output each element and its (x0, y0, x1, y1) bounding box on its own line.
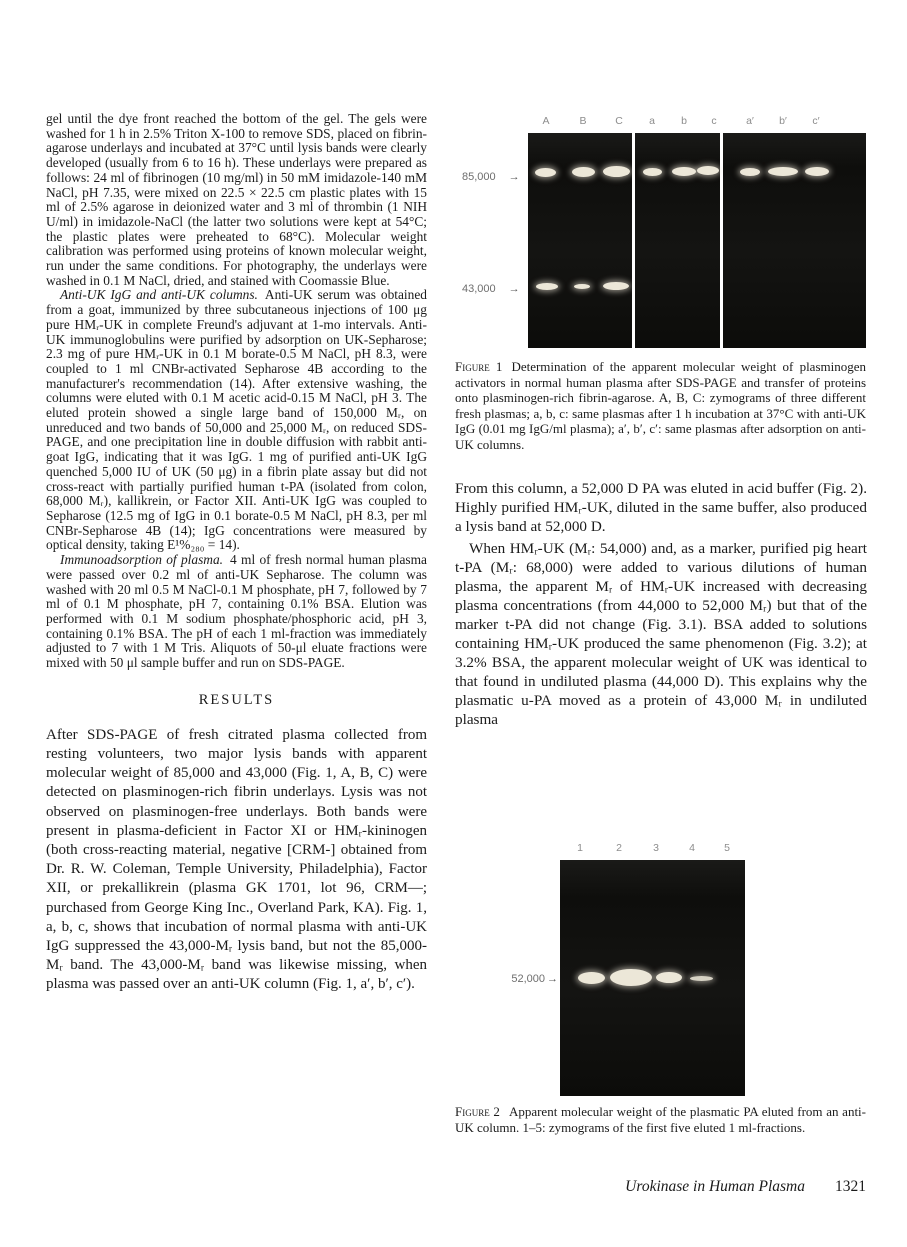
gel-band-c-prime-85000 (805, 167, 829, 176)
gel-band-b-85000 (672, 167, 696, 176)
fig1-marker-43000 (462, 283, 520, 295)
left-column (46, 112, 427, 995)
fig1-gel-panel-ABC (528, 133, 632, 348)
fig1-lane-label: A (542, 115, 550, 127)
fig1-gel-panel-abc (635, 133, 720, 348)
figure-1-caption-label: Figure 1 (455, 359, 503, 374)
right-paragraph-1: From this column, a 52,000 D PA was eluted in acid buffer (Fig. 2). Highly purified HMᵣ-UK, diluted in the same buffer, also produced a lysis band at 52,000 D. (455, 480, 867, 535)
fig2-lane-label: 3 (653, 842, 659, 854)
methods-paragraph-1: gel until the dye front reached the bottom of the gel. The gels were washed for 1 h in 2.5% Triton X-100 to remove SDS, placed on fibrin-agarose underlays and incubated at 37°C until lysis bands were clearly developed (usually from 6 to 16 h). These underlays were prepared as follows: 24 ml of fibrinogen (10 mg/ml) in 50 mM imidazole-140 mM NaCl, pH 7.35, were mixed on 22.5 × 22.5 cm plastic plates with 15 ml of 2.5% agarose in deionized water and 3 ml of thrombin (1 NIH U/ml) in imidazole-NaCl (the latter two solutions were kept at 54°C; the plastic plates were preheated to 68°C). Molecular weight calibration was performed using proteins of known molecular weight, run under the same conditions. For photography, the underlays were washed in 0.1 M NaCl, dried, and stained with Coomassie Blue. (46, 111, 427, 288)
fig2-gel-panel (560, 860, 745, 1096)
page-number: 1321 (835, 1178, 866, 1195)
gel-band-fraction-2 (610, 969, 652, 986)
gel-band-fraction-1 (578, 972, 605, 984)
fig1-marker-85000-label: 85,000 (462, 171, 496, 183)
figure-2-gel-image (505, 836, 750, 1098)
gel-band-C-43000 (603, 282, 629, 290)
figure-1-caption (455, 359, 866, 453)
fig2-lane-label: 1 (577, 842, 583, 854)
fig1-lane-label: a (649, 115, 655, 127)
fig1-lane-label: b (681, 115, 687, 127)
gel-band-B-43000 (574, 284, 590, 289)
fig1-marker-43000-label: 43,000 (462, 283, 496, 295)
gel-band-a-85000 (643, 168, 662, 176)
fig2-marker-52000-label: 52,000 (511, 973, 545, 985)
fig1-lane-label: c′ (812, 115, 820, 127)
figure-2-caption-text: Apparent molecular weight of the plasmatic PA eluted from an anti-UK column. 1–5: zymograms of the first five eluted 1 ml-fractions. (455, 1104, 866, 1135)
fig2-lane-label: 5 (724, 842, 730, 854)
gel-band-b-prime-85000 (768, 167, 798, 176)
running-title: Urokinase in Human Plasma (625, 1178, 805, 1195)
fig1-lane-label: B (579, 115, 587, 127)
right-paragraph-2: When HMᵣ-UK (Mᵣ: 54,000) and, as a marker, purified pig heart t-PA (Mᵣ: 68,000) were added to various dilutions of human plasma, the apparent Mᵣ of HMᵣ-UK increased with decreasing plasma concentrations (from 44,000 to 52,000 Mᵣ) but that of the marker t-PA did not change (Fig. 3.1). BSA added to solutions containing HMᵣ-UK produced the same phenomenon (Fig. 3.2); at 3.2% BSA, the apparent molecular weight of UK was identical to that found in undiluted plasma (44,000 D). This explains why the plasmatic u-PA moved as a protein of 43,000 Mᵣ in undiluted plasma (455, 540, 867, 728)
fig2-lane-label: 4 (689, 842, 695, 854)
arrow-right-icon: → (547, 973, 558, 985)
fig2-lane-label: 2 (616, 842, 622, 854)
methods-paragraph-3-text: 4 ml of fresh normal human plasma were passed over 0.2 ml of anti-UK Sepharose. The column was washed with 20 ml 0.5 M NaCl-0.1 M phosphate, pH 7, followed by 7 ml of 0.1 M phosphate, pH 7, containing 0.1% BSA. Elution was performed with 0.1 M sodium phosphate/phosphoric acid, pH 3, containing 0.1% BSA. The pH of each 1 ml-fraction was immediately adjusted to 7 with 1 M Tris. Aliquots of 50-μl eluate fractions were mixed with 50 μl sample buffer and run on SDS-PAGE. (46, 552, 427, 671)
gel-band-fraction-4 (690, 976, 713, 981)
fig2-marker-52000 (505, 973, 558, 985)
methods-paragraph-2-text: Anti-UK serum was obtained from a goat, immunized by three subcutaneous injections of 100 μg pure HMᵣ-UK in complete Freund's adjuvant at 1-mo intervals. Anti-UK immunoglobulins were purified by adsorption on UK-Sepharose; 2.3 mg of pure HMᵣ-UK in 0.1 M borate-0.5 M NaCl, pH 8.3, were coupled to 1 ml CNBr-activated Sepharose 4B according to the manufacturer's recommendation (14). After extensive washing, the columns were eluted with 0.1 M acetic acid-0.15 M NaCl, pH 3. The eluted protein showed a single large band of 150,000 Mᵣ, on unreduced and two bands of 50,000 and 25,000 Mᵣ, on reduced SDS-PAGE, and one precipitation line in double diffusion with rabbit anti-goat IgG, indicating that it was IgG. 1 mg of purified anti-UK IgG quenched 5,000 IU of UK (50 μg) in a fibrin plate assay but did not cross-react with partially purified human t-PA (isolated from colon, 68,000 Mᵣ), kallikrein, or Factor XII. Anti-UK IgG was coupled to Sepharose (12.5 mg of IgG in 0.1 borate-0.5 M NaCl, pH 8.3, per ml CNBr-Sepharose 4B (14); IgG concentrations were measured by optical density, taking E¹%₂₈₀ = 14). (46, 287, 427, 553)
gel-band-B-85000 (572, 167, 595, 177)
figure-1-caption-text: Determination of the apparent molecular weight of plasminogen activators in normal human plasma after SDS-PAGE and transfer of proteins onto plasminogen-rich fibrin-agarose. A, B, C: zymograms of three different fresh plasmas; a, b, c: same plasmas after 1 h incubation at 37°C with anti-UK IgG (0.01 mg IgG/ml plasma); a′, b′, c′: same plasmas after adsorption on anti-UK columns. (455, 359, 867, 452)
methods-paragraph-2 (46, 288, 427, 553)
page-footer (455, 1178, 866, 1196)
right-column-text (455, 479, 867, 729)
fig1-marker-85000 (462, 171, 520, 183)
gel-band-a-prime-85000 (740, 168, 760, 176)
fig1-lane-label: C (615, 115, 623, 127)
results-paragraph-1: After SDS-PAGE of fresh citrated plasma collected from resting volunteers, two major lysis bands with apparent molecular weight of 85,000 and 43,000 (Fig. 1, A, B, C) were detected on plasminogen-rich fibrin underlays. Lysis was not observed on plasminogen-free underlays. Both bands were present in plasma-deficient in Factor XI or HMᵣ-kininogen (both cross-reacting material, negative [CRM-] obtained from Dr. R. W. Coleman, Temple University, Philadelphia), Factor XII, or prekallikrein (plasma GK 1701, lot 96, CRM—; purchased from George King Inc., Overland Park, KA). Fig. 1, a, b, c, shows that incubation of normal plasma with anti-UK IgG suppressed the 43,000-Mᵣ lysis band, but not the 85,000-Mᵣ band. The 43,000-Mᵣ band was likewise missing, when plasma was passed over an anti-UK column (Fig. 1, a′, b′, c′). (46, 726, 427, 993)
figure-2-caption (455, 1104, 866, 1135)
methods-paragraph-2-lead: Anti-UK IgG and anti-UK columns. (60, 287, 258, 303)
figure-2-caption-label: Figure 2 (455, 1104, 500, 1119)
fig1-lane-label: c (711, 115, 717, 127)
fig1-lane-label: b′ (779, 115, 787, 127)
figure-1-gel-image (458, 107, 866, 348)
gel-band-c-85000 (697, 166, 719, 175)
fig1-gel-panel-abc-prime (723, 133, 866, 348)
gel-band-A-85000 (535, 168, 556, 177)
results-heading: RESULTS (198, 691, 275, 708)
fig1-lane-label: a′ (746, 115, 754, 127)
gel-band-C-85000 (603, 166, 630, 177)
arrow-right-icon: → (508, 171, 520, 183)
arrow-right-icon: → (508, 283, 520, 295)
gel-band-A-43000 (536, 283, 558, 290)
methods-paragraph-3 (46, 553, 427, 671)
methods-paragraph-3-lead: Immunoadsorption of plasma. (60, 552, 224, 568)
gel-band-fraction-3 (656, 972, 682, 983)
